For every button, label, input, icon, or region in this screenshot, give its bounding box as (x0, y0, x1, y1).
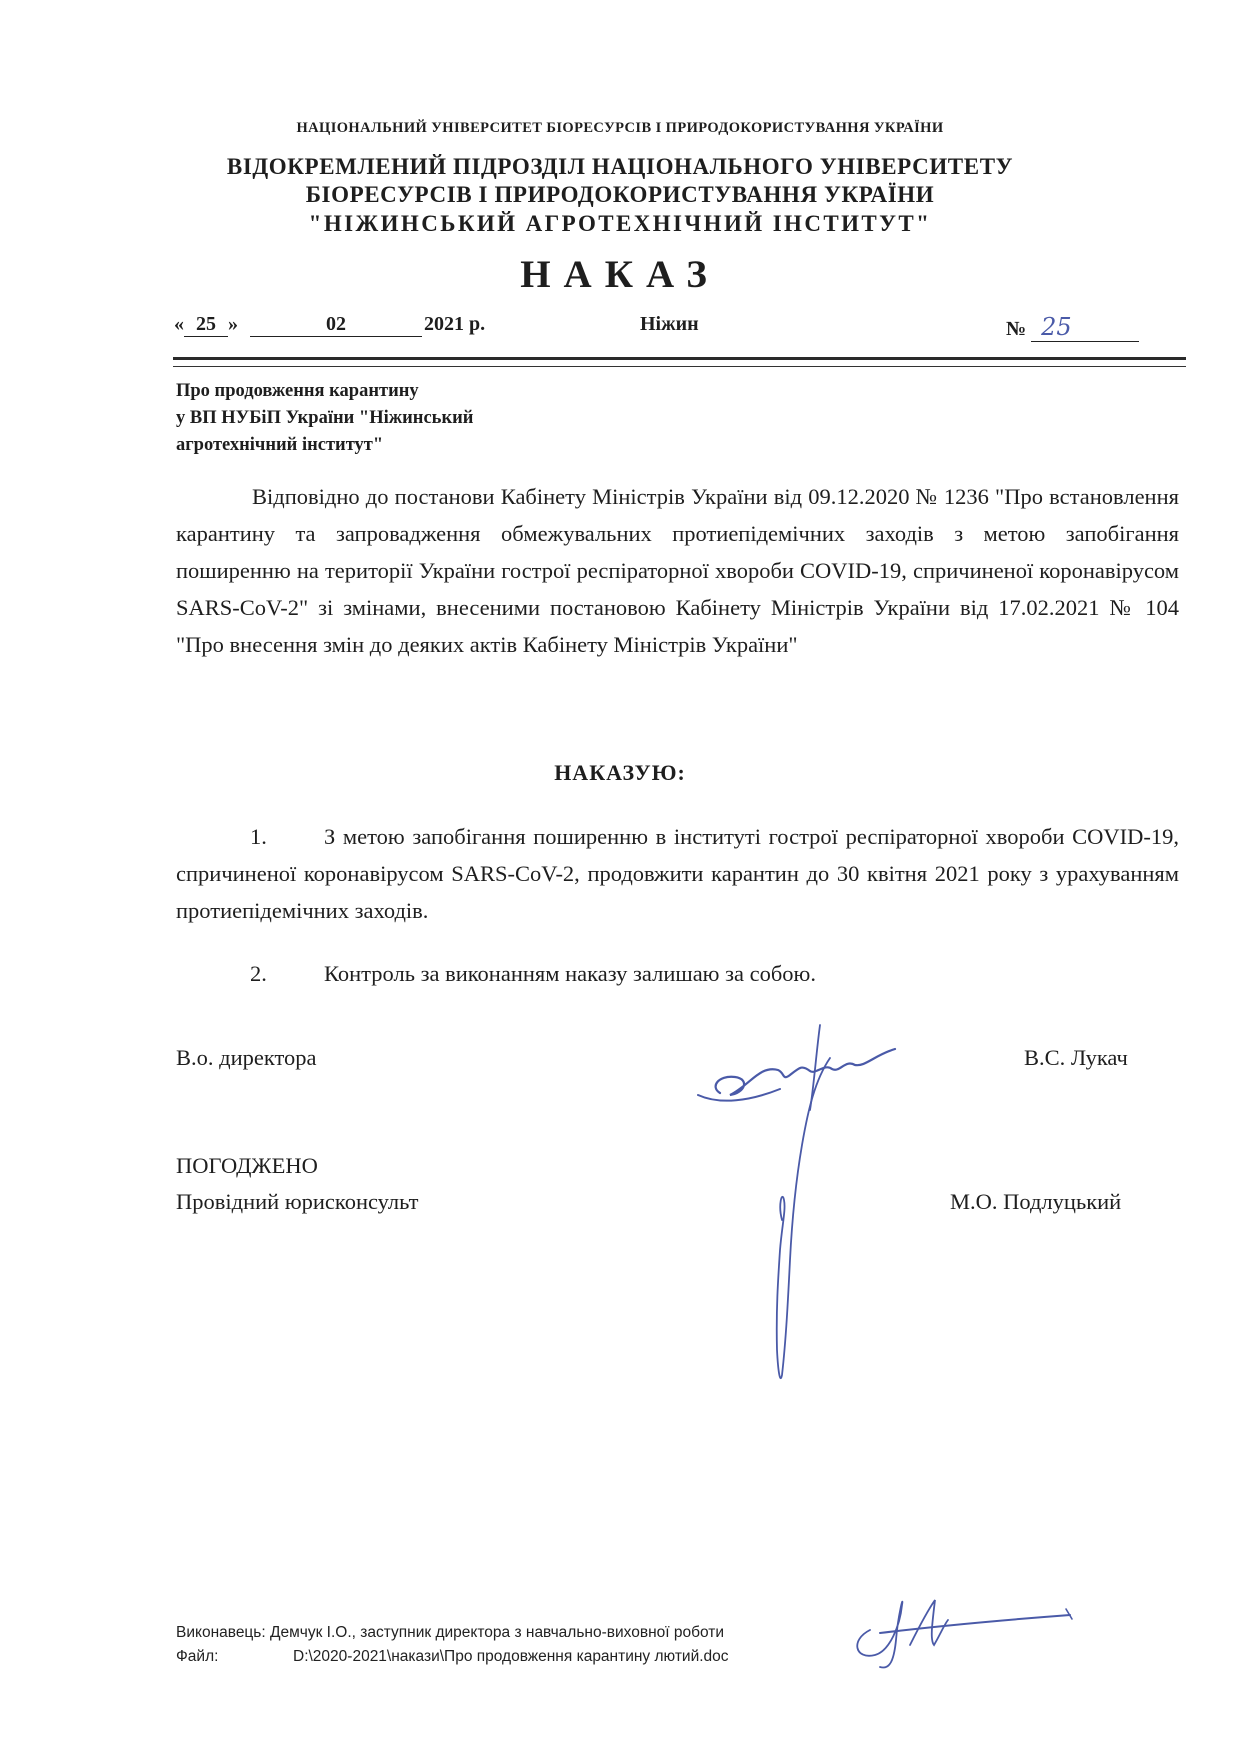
agreed-label: ПОГОДЖЕНО (176, 1153, 318, 1178)
date-year: 2021 р. (424, 313, 486, 335)
executor-note: Виконавець: Демчук І.О., заступник директора з навчально-виховної роботи (176, 1624, 725, 1641)
document-title: НАКАЗ (520, 253, 720, 296)
date-month-group (250, 313, 485, 337)
subject-line: у ВП НУБіП України "Ніжинський (176, 408, 474, 428)
order-heading: НАКАЗУЮ: (554, 760, 686, 785)
date-day: 25 (184, 313, 228, 337)
lawyer-name: М.О. Подлуцький (950, 1189, 1122, 1214)
city: Ніжин (640, 313, 699, 335)
date-month: 02 (250, 313, 422, 337)
institute-name: "НІЖИНСЬКИЙ АГРОТЕХНІЧНИЙ ІНСТИТУТ" (308, 211, 932, 236)
lawyer-role: Провідний юрисконсульт (176, 1189, 419, 1214)
item-number: 1. (250, 824, 267, 849)
subject-line: Про продовження карантину (176, 381, 419, 401)
division-name-line1: ВІДОКРЕМЛЕНИЙ ПІДРОЗДІЛ НАЦІОНАЛЬНОГО УНІВЕРСИТЕТУ (226, 154, 1014, 179)
item-text: Контроль за виконанням наказу залишаю за собою. (324, 961, 816, 986)
header-rule-thick (173, 357, 1186, 360)
preamble-paragraph: Відповідно до постанови Кабінету Міністрів України від 09.12.2020 № 1236 "Про встановлення карантину та запровадження обмежувальних протиепідемічних заходів з метою запобігання поширенню на території України гострої респіраторної хвороби COVID-19, спричиненої коронавірусом SARS-CoV-2" зі змінами, внесеними постановою Кабінету Міністрів України від 17.02.2021 № 104 "Про внесення змін до деяких актів Кабінету Міністрів України" (176, 484, 1179, 657)
order-number-group (1006, 313, 1139, 342)
order-item (176, 818, 1179, 929)
number-label: № (1006, 318, 1027, 340)
lawyer-signature (760, 1050, 840, 1390)
item-text: З метою запобігання поширенню в інституті гострої респіраторної хвороби COVID-19, спричиненої коронавірусом SARS-CoV-2, продовжити карантин до 30 квітня 2021 року з урахуванням протиепідемічних заходів. (176, 824, 1179, 923)
executor-signature (840, 1585, 1080, 1675)
subject-line: агротехнічний інститут" (176, 435, 384, 455)
university-name: НАЦІОНАЛЬНИЙ УНІВЕРСИТЕТ БІОРЕСУРСІВ І ПРИРОДОКОРИСТУВАННЯ УКРАЇНИ (296, 120, 944, 136)
date-day-group (174, 313, 238, 337)
order-number: 25 (1031, 313, 1139, 342)
file-path: D:\2020-2021\накази\Про продовження карантину лютий.doc (293, 1648, 729, 1665)
header-rule-thin (173, 366, 1186, 367)
item-number: 2. (250, 961, 267, 986)
file-label: Файл: (176, 1648, 219, 1665)
order-item (176, 955, 1179, 992)
director-name: В.С. Лукач (1024, 1045, 1128, 1070)
director-role: В.о. директора (176, 1045, 317, 1070)
date-close-quote: » (228, 313, 238, 335)
order-subject (176, 378, 596, 459)
division-name-line2: БІОРЕСУРСІВ І ПРИРОДОКОРИСТУВАННЯ УКРАЇНИ (305, 182, 935, 207)
date-open-quote: « (174, 313, 184, 335)
